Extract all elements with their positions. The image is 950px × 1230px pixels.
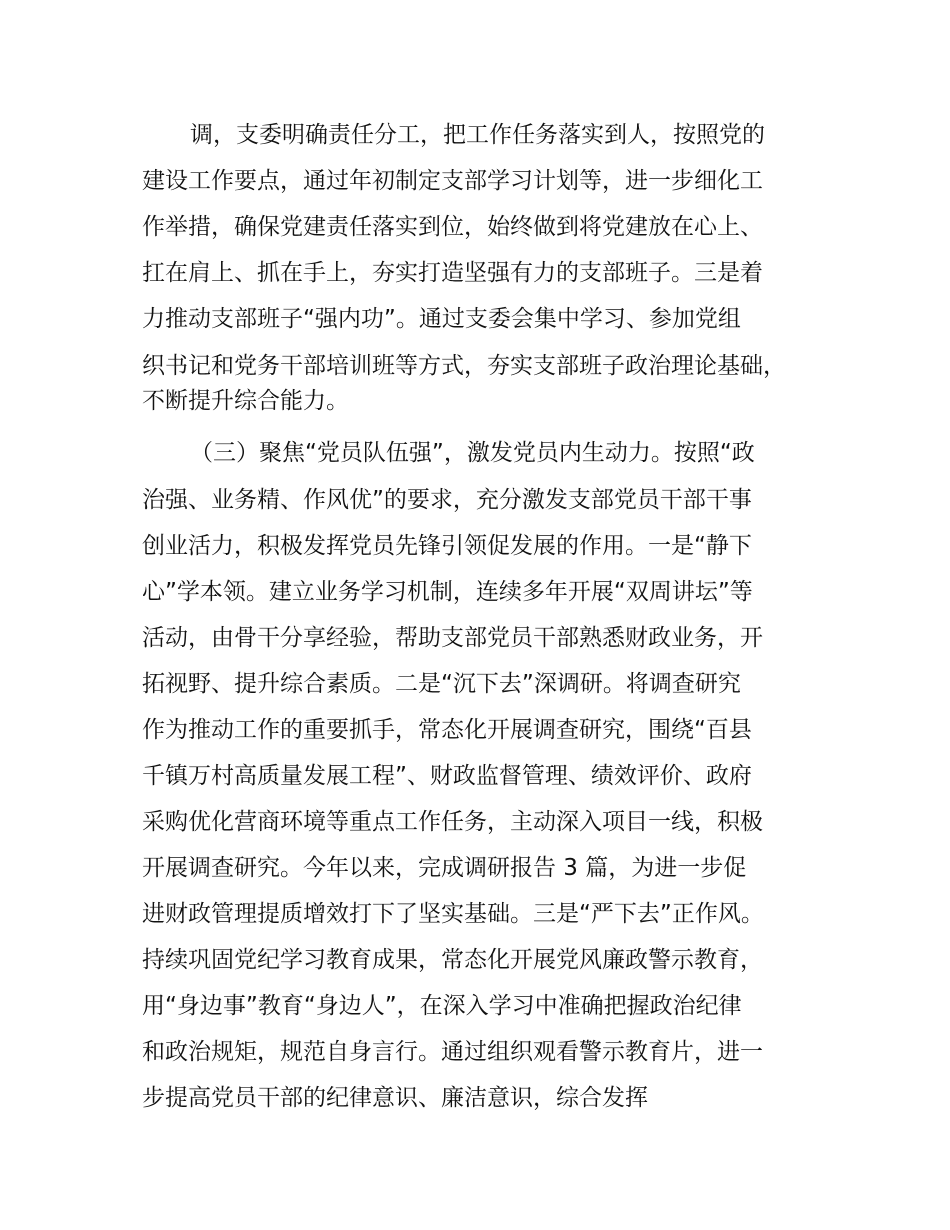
paragraph-2-line-15: 步提高党员干部的纪律意识、廉洁意识，综合发挥 xyxy=(142,1085,648,1111)
paragraph-1-line-5: 力推动支部班子“强内功”。通过支委会集中学习、参加党组 xyxy=(142,306,741,332)
paragraph-1-line-7: 不断提升综合能力。 xyxy=(142,388,349,414)
paragraph-2-line-9: 采购优化营商环境等重点工作任务，主动深入项目一线，积极 xyxy=(142,809,763,835)
paragraph-1-line-4: 扛在肩上、抓在手上，夯实打造坚强有力的支部班子。三是着 xyxy=(142,260,763,286)
paragraph-2-line-6: 拓视野、提升综合素质。二是“沉下去”深调研。将调查研究 xyxy=(142,671,741,697)
paragraph-1-line-6: 织书记和党务干部培训班等方式，夯实支部班子政治理论基础， xyxy=(142,353,786,379)
section-heading-3: （三）聚焦“党员队伍强”，激发党员内生动力。按照“政 xyxy=(190,440,755,466)
paragraph-2-line-13: 用“身边事”教育“身边人”，在深入学习中准确把握政治纪律 xyxy=(142,993,742,1019)
paragraph-2-line-2: 治强、业务精、作风优”的要求，充分激发支部党员干部干事 xyxy=(142,487,752,513)
paragraph-2-line-8: 千镇万村高质量发展工程”、财政监督管理、绩效评价、政府 xyxy=(142,763,752,789)
paragraph-2-line-5: 活动，由骨干分享经验，帮助支部党员干部熟悉财政业务，开 xyxy=(142,625,763,651)
paragraph-1-line-3: 作举措，确保党建责任落实到位，始终做到将党建放在心上、 xyxy=(142,214,763,240)
paragraph-2-line-4: 心”学本领。建立业务学习机制，连续多年开展“双周讲坛”等 xyxy=(142,579,753,605)
paragraph-2-line-10: 开展调查研究。今年以来，完成调研报告 3 篇，为进一步促 xyxy=(142,855,747,881)
paragraph-1-line-1: 调，支委明确责任分工，把工作任务落实到人，按照党的 xyxy=(190,122,765,148)
paragraph-2-line-14: 和政治规矩，规范自身言行。通过组织观看警示教育片，进一 xyxy=(142,1039,763,1065)
paragraph-2-line-11: 进财政管理提质增效打下了坚实基础。三是“严下去”正作风。 xyxy=(142,901,764,927)
paragraph-2-line-3: 创业活力，积极发挥党员先锋引领促发展的作用。一是“静下 xyxy=(142,533,752,559)
paragraph-1-line-2: 建设工作要点，通过年初制定支部学习计划等，进一步细化工 xyxy=(142,168,763,194)
paragraph-2-line-7: 作为推动工作的重要抓手，常态化开展调查研究，围绕“百县 xyxy=(142,717,752,743)
paragraph-2-line-12: 持续巩固党纪学习教育成果，常态化开展党风廉政警示教育， xyxy=(142,947,763,973)
